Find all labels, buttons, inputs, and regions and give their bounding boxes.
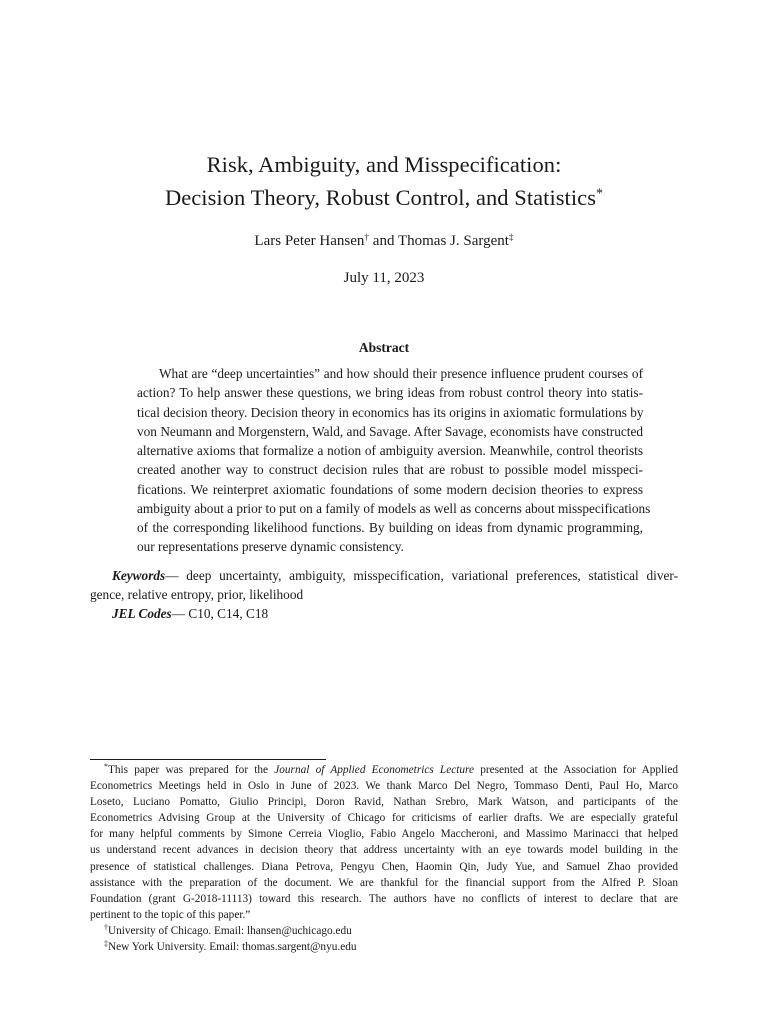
paper-title-line-2 (0, 181, 768, 214)
author-list (0, 231, 768, 251)
keywords-text-1: — deep uncertainty, ambiguity, misspecification, variational preferences, statistical diver- (165, 568, 678, 583)
footnote-dagger (90, 923, 678, 939)
jel-text: — C10, C14, C18 (171, 606, 269, 621)
author-1-footnote-mark: † (364, 232, 370, 243)
keywords-block (90, 566, 678, 604)
keywords-line-1 (90, 566, 678, 585)
footnotes (90, 762, 678, 955)
paper-title-line-2-text: Decision Theory, Robust Control, and Statistics (164, 185, 597, 210)
abstract-line: What are “deep uncertainties” and how should their presence influence prudent courses of (159, 366, 643, 381)
footnote-line: Econometrics Advising Group at the University of Chicago for criticisms of earlier drafts. We are especially grateful (90, 812, 678, 825)
author-2-footnote-mark: ‡ (508, 232, 514, 243)
abstract-line: alternative axioms that formalize a notion of ambiguity aversion. Meanwhile, control theorists (137, 443, 643, 458)
paper-title-line-1: Risk, Ambiguity, and Misspecification: (206, 152, 562, 177)
footnote-ddagger-text: New York University. Email: thomas.sargent@nyu.edu (107, 941, 357, 954)
footnote-star-line-1 (90, 762, 678, 778)
footnote-ddagger-mark: ‡ (104, 939, 108, 949)
footnote-rule (90, 759, 326, 760)
journal-name: Journal of Applied Econometrics Lecture (274, 764, 475, 776)
abstract-heading: Abstract (358, 340, 410, 355)
author-conjunction: and (372, 233, 395, 249)
abstract-line: fications. We reinterpret axiomatic foundations of some modern decision theories to express (137, 481, 643, 497)
footnote-line: pertinent to the topic of this paper.” (90, 908, 251, 921)
abstract-body (137, 364, 651, 557)
footnote-dagger-text: University of Chicago. Email: lhansen@uchicago.edu (107, 924, 352, 937)
footnote-line: Loseto, Luciano Pomatto, Giulio Principi, Doron Ravid, Nathan Srebro, Mark Watson, and participants of the (90, 796, 678, 809)
abstract-line: von Neumann and Morgenstern, Wald, and Savage. After Savage, economists have constructed (137, 423, 643, 439)
footnote-line: Econometrics Meetings held in Oslo in June of 2023. We thank Marco Del Negro, Tommaso Denti, Paul Ho, Marco (90, 780, 678, 793)
abstract-line: action? To help answer these questions, we bring ideas from robust control theory into statis- (137, 385, 643, 401)
paper-date: July 11, 2023 (343, 270, 425, 286)
author-name-1: Lars Peter Hansen (254, 233, 365, 249)
footnote-star-text-b: presented at the Association for Applied (474, 764, 678, 776)
footnote-star-text-a: This paper was prepared for the (107, 764, 275, 776)
abstract-line: our representations preserve dynamic consistency. (137, 539, 404, 555)
jel-label: JEL Codes (112, 606, 172, 621)
footnote-ddagger (90, 939, 678, 955)
abstract-line: tical decision theory. Decision theory in economics has its origins in axiomatic formulations by (137, 404, 644, 420)
jel-codes (112, 604, 268, 623)
author-name-2: Thomas J. Sargent (397, 233, 509, 249)
abstract-line: created another way to construct decision rules that are robust to possible model misspeci- (137, 462, 643, 478)
keywords-line-2: gence, relative entropy, prior, likelihood (90, 587, 304, 602)
footnote-dagger-mark: † (104, 922, 108, 932)
footnote-line: assistance with the preparation of the document. We are thankful for the financial support from the Alfred P. Sloan (90, 876, 678, 889)
footnote-line: us understand recent advances in decision theory that address uncertainty with an eye towards model building in the (90, 844, 678, 857)
abstract-line: ambiguity about a prior to put on a family of models as well as concerns about misspecifications (137, 500, 651, 516)
footnote-line: for many helpful comments by Simone Cerreia Vioglio, Fabio Angelo Maccheroni, and Massimo Marinacci that helped (90, 828, 678, 841)
footnote-line: presence of statistical challenges. Diana Petrova, Pengyu Chen, Haomin Qin, Judy Yue, and Samuel Zhao provided (90, 860, 678, 873)
abstract-line: of the corresponding likelihood functions. By building on ideas from dynamic programming, (137, 520, 643, 535)
footnote-line: Foundation (grant G-2018-11113) toward this research. The authors have no conflicts of interest to declare that are (90, 892, 678, 905)
keywords-label: Keywords (112, 568, 166, 583)
footnote-star-mark: * (104, 762, 108, 772)
title-footnote-mark: * (596, 186, 604, 202)
